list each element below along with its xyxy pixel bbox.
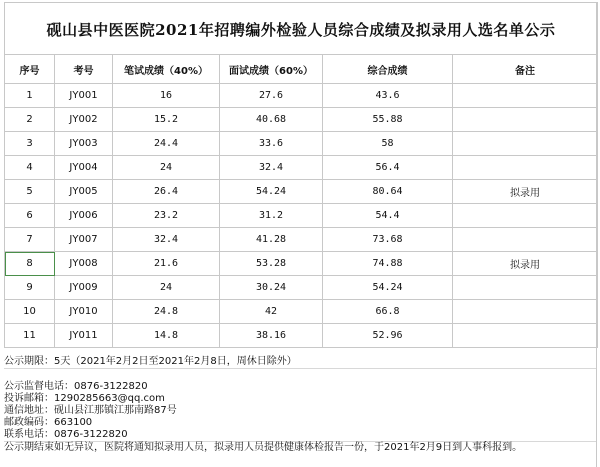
- cell-written[interactable]: 26.4: [113, 180, 220, 204]
- table-row: [5, 156, 598, 180]
- cell-total[interactable]: 73.68: [323, 228, 453, 252]
- cell-interview[interactable]: 54.24: [220, 180, 323, 204]
- cell-total[interactable]: 52.96: [323, 324, 453, 348]
- cell-no[interactable]: 2: [5, 108, 55, 132]
- notice-closing[interactable]: 公示期结束如无异议，医院将通知拟录用人员，拟录用人员提供健康体检报告一份，于2021年2月9日到人事科报到。: [4, 441, 596, 454]
- cell-no[interactable]: 1: [5, 84, 55, 108]
- cell-written[interactable]: 24: [113, 156, 220, 180]
- cell-interview[interactable]: 42: [220, 300, 323, 324]
- notes-divider: [4, 368, 596, 381]
- cell-interview[interactable]: 40.68: [220, 108, 323, 132]
- cell-note[interactable]: [453, 228, 598, 252]
- cell-id[interactable]: JY006: [55, 204, 113, 228]
- cell-note[interactable]: [453, 108, 598, 132]
- notice-phone[interactable]: 公示监督电话：0876-3122820: [4, 381, 148, 392]
- notice-notes: [4, 356, 596, 454]
- table-row: [5, 276, 598, 300]
- notice-email[interactable]: 投诉邮箱：1290285663@qq.com: [4, 393, 165, 404]
- cell-no[interactable]: 10: [5, 300, 55, 324]
- header-total[interactable]: 综合成绩: [323, 55, 453, 84]
- cell-no[interactable]: 4: [5, 156, 55, 180]
- sheet-right-border: [596, 2, 597, 467]
- cell-total[interactable]: 74.88: [323, 252, 453, 276]
- cell-note[interactable]: [453, 156, 598, 180]
- cell-id[interactable]: JY001: [55, 84, 113, 108]
- cell-interview[interactable]: 38.16: [220, 324, 323, 348]
- cell-id[interactable]: JY004: [55, 156, 113, 180]
- table-row: [5, 132, 598, 156]
- cell-total[interactable]: 54.24: [323, 276, 453, 300]
- cell-written[interactable]: 24.8: [113, 300, 220, 324]
- notice-period[interactable]: 公示期限：5天（2021年2月2日至2021年2月8日，周休日除外）: [4, 356, 297, 367]
- cell-written[interactable]: 15.2: [113, 108, 220, 132]
- cell-id[interactable]: JY010: [55, 300, 113, 324]
- table-row: [5, 252, 598, 276]
- cell-no[interactable]: 5: [5, 180, 55, 204]
- cell-total[interactable]: 55.88: [323, 108, 453, 132]
- cell-interview[interactable]: 27.6: [220, 84, 323, 108]
- cell-id[interactable]: JY009: [55, 276, 113, 300]
- cell-total[interactable]: 66.8: [323, 300, 453, 324]
- cell-written[interactable]: 32.4: [113, 228, 220, 252]
- cell-total[interactable]: 56.4: [323, 156, 453, 180]
- table-row: [5, 204, 598, 228]
- cell-interview[interactable]: 53.28: [220, 252, 323, 276]
- cell-no[interactable]: 7: [5, 228, 55, 252]
- header-no[interactable]: 序号: [5, 55, 55, 84]
- header-note[interactable]: 备注: [453, 55, 598, 84]
- cell-interview[interactable]: 32.4: [220, 156, 323, 180]
- cell-written[interactable]: 16: [113, 84, 220, 108]
- header-written[interactable]: 笔试成绩（40%）: [113, 55, 220, 84]
- cell-interview[interactable]: 31.2: [220, 204, 323, 228]
- cell-id[interactable]: JY002: [55, 108, 113, 132]
- cell-total[interactable]: 58: [323, 132, 453, 156]
- notice-address[interactable]: 通信地址：砚山县江那镇江那南路87号: [4, 405, 177, 416]
- cell-interview[interactable]: 30.24: [220, 276, 323, 300]
- cell-no[interactable]: 6: [5, 204, 55, 228]
- cell-written[interactable]: 23.2: [113, 204, 220, 228]
- cell-interview[interactable]: 33.6: [220, 132, 323, 156]
- table-header-row: [5, 55, 598, 84]
- table-row: [5, 108, 598, 132]
- table-row: [5, 228, 598, 252]
- cell-total[interactable]: 54.4: [323, 204, 453, 228]
- cell-written[interactable]: 24.4: [113, 132, 220, 156]
- cell-note[interactable]: [453, 132, 598, 156]
- page-title: 砚山县中医医院2021年招聘编外检验人员综合成绩及拟录用人选名单公示: [4, 2, 598, 55]
- cell-note[interactable]: 拟录用: [453, 180, 598, 204]
- table-row: [5, 84, 598, 108]
- cell-total[interactable]: 43.6: [323, 84, 453, 108]
- cell-id[interactable]: JY005: [55, 180, 113, 204]
- cell-written[interactable]: 21.6: [113, 252, 220, 276]
- table-row: [5, 180, 598, 204]
- table-row: [5, 300, 598, 324]
- cell-no[interactable]: 3: [5, 132, 55, 156]
- cell-no[interactable]: 11: [5, 324, 55, 348]
- cell-id[interactable]: JY003: [55, 132, 113, 156]
- cell-interview[interactable]: 41.28: [220, 228, 323, 252]
- cell-id[interactable]: JY008: [55, 252, 113, 276]
- notice-postcode[interactable]: 邮政编码：663100: [4, 417, 93, 428]
- cell-note[interactable]: [453, 204, 598, 228]
- cell-id[interactable]: JY011: [55, 324, 113, 348]
- cell-no[interactable]: 8: [5, 252, 55, 276]
- notice-contact[interactable]: 联系电话：0876-3122820: [4, 429, 128, 440]
- cell-no[interactable]: 9: [5, 276, 55, 300]
- results-table: [4, 54, 598, 348]
- cell-note[interactable]: [453, 324, 598, 348]
- cell-note[interactable]: [453, 276, 598, 300]
- cell-written[interactable]: 24: [113, 276, 220, 300]
- cell-total[interactable]: 80.64: [323, 180, 453, 204]
- cell-note[interactable]: [453, 300, 598, 324]
- cell-note[interactable]: 拟录用: [453, 252, 598, 276]
- header-id[interactable]: 考号: [55, 55, 113, 84]
- cell-note[interactable]: [453, 84, 598, 108]
- table-row: [5, 324, 598, 348]
- cell-id[interactable]: JY007: [55, 228, 113, 252]
- header-interview[interactable]: 面试成绩（60%）: [220, 55, 323, 84]
- cell-written[interactable]: 14.8: [113, 324, 220, 348]
